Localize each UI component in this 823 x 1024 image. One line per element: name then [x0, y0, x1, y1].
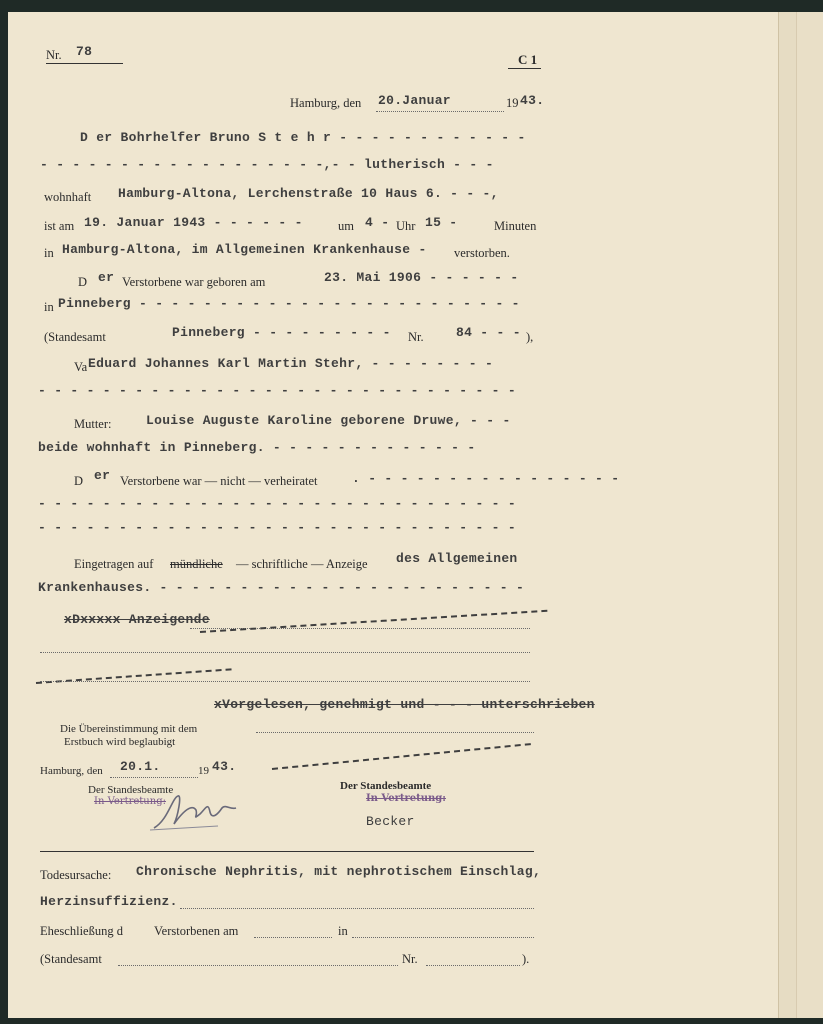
cert-date-dotline [110, 777, 198, 778]
vorgelesen-struck: xVorgelesen, genehmigt und - - - unterschrieben [214, 697, 595, 712]
birth-nr-label: Nr. [408, 330, 424, 344]
blank-dotline-1 [40, 652, 530, 653]
cause-value: Chronische Nephritis, mit nephrotischem Einschlag, [136, 864, 542, 879]
left-official-title: Der Standesbeamte [88, 784, 174, 796]
marital-label: Verstorbene war — nicht — verheiratet [120, 474, 318, 488]
um-label: um [338, 219, 354, 233]
registration-value-2: Krankenhauses. - - - - - - - - - - - - - - - - - - - - - - - [38, 580, 525, 595]
registration-struck: mündliche [170, 557, 223, 571]
birth-date: 23. Mai 1906 - - - - - - [324, 270, 519, 285]
right-official-title: Der Standesbeamte [340, 780, 432, 792]
birth-place: Pinneberg - - - - - - - - - - - - - - - - - - - - - - - - [58, 296, 520, 311]
in-value: Hamburg-Altona, im Allgemeinen Krankenhause - [62, 242, 427, 257]
birth-standesamt-label: (Standesamt [44, 330, 106, 344]
year-prefix: 19 [506, 96, 519, 110]
uhr-label: Uhr [396, 219, 416, 233]
um-value: 4 - [365, 215, 390, 230]
birth-d-label: D [78, 275, 88, 289]
code-underline [508, 68, 541, 69]
marital-d-value: er [94, 468, 111, 483]
birth-label: Verstorbene war geboren am [122, 275, 266, 289]
minuten-label: Minuten [494, 219, 537, 233]
cert-date: 20.1. [120, 759, 161, 774]
verstorben-label: verstorben. [454, 246, 510, 260]
next-page-edge [796, 12, 823, 1018]
marriage-standesamt-label: (Standesamt [40, 952, 102, 966]
marriage-label-a: Eheschließung d [40, 924, 123, 938]
cert-city: Hamburg, den [40, 765, 103, 777]
nr-underline [46, 63, 123, 64]
cert-year-suffix: 43. [212, 759, 237, 774]
anzeigende-struck: xDxxxxx Anzeigende [64, 612, 210, 627]
left-official-stamp: In Vertretung: [94, 796, 166, 807]
vater-value: Eduard Johannes Karl Martin Stehr, - - - - - - - - [88, 356, 494, 371]
marriage-label-b: Verstorbenen am [154, 924, 239, 938]
cert-year-prefix: 19 [198, 765, 209, 777]
nr-label: Nr. [46, 48, 62, 62]
nr-value: 78 [76, 44, 93, 59]
right-official-stamp: In Vertretung: [366, 793, 446, 804]
date-city: Hamburg, den [290, 96, 362, 110]
birth-close: ), [526, 330, 534, 344]
marriage-in-label: in [338, 924, 348, 938]
mutter-line-2: beide wohnhaft in Pinneberg. - - - - - - - - - - - - - [38, 440, 476, 455]
year-suffix: 43. [520, 93, 545, 108]
vater-label: Va [74, 360, 88, 374]
marriage-nr-dotline [426, 965, 520, 966]
wohnhaft-label: wohnhaft [44, 190, 92, 204]
birth-in-label: in [44, 300, 54, 314]
right-official-name: Becker [366, 814, 415, 829]
marriage-nr-label: Nr. [402, 952, 418, 966]
marital-dashes-2: - - - - - - - - - - - - - - - - - - - - - - - - - - - - - - [38, 496, 516, 511]
cert-line-1: Die Übereinstimmung mit dem [60, 723, 198, 735]
marriage-close: ). [522, 952, 530, 966]
registration-label-b: — schriftliche — Anzeige [236, 557, 368, 571]
uhr-value: 15 - [425, 215, 458, 230]
signature [148, 790, 244, 834]
in-label: in [44, 246, 54, 260]
wohnhaft-value: Hamburg-Altona, Lerchenstraße 10 Haus 6. - - -, [118, 186, 499, 201]
marriage-standesamt-dotline [118, 965, 398, 966]
person-line-1: D er Bohrhelfer Bruno S t e h r - - - - - - - - - - - - [80, 130, 526, 145]
ist-am-label: ist am [44, 219, 75, 233]
registration-label-a: Eingetragen auf [74, 557, 154, 571]
marriage-date-dotline [254, 937, 332, 938]
birth-standesamt-value: Pinneberg - - - - - - - - - [172, 325, 391, 340]
cert-line-2: Erstbuch wird beglaubigt [64, 736, 176, 748]
cert-dotline-1 [256, 732, 534, 733]
marital-dashes-1: . - - - - - - - - - - - - - - - - [352, 471, 620, 486]
mutter-value: Louise Auguste Karoline geborene Druwe, - - - [146, 413, 511, 428]
section-divider [40, 851, 534, 852]
person-line-2: - - - - - - - - - - - - - - - - - -,- - lutherisch - - - [40, 157, 494, 172]
marital-d-label: D [74, 474, 84, 488]
birth-nr-value: 84 - - - [456, 325, 521, 340]
form-code: C 1 [518, 52, 538, 67]
ist-am-value: 19. Januar 1943 - - - - - - [84, 215, 303, 230]
mutter-label: Mutter: [74, 417, 112, 431]
date-value: 20.Januar [378, 93, 451, 108]
vater-line-2: - - - - - - - - - - - - - - - - - - - - - - - - - - - - - - [38, 383, 516, 398]
cause-value-2: Herzinsuffizienz. [40, 894, 178, 909]
cause-label: Todesursache: [40, 868, 112, 882]
registration-value: des Allgemeinen [396, 551, 518, 566]
date-dotline [376, 111, 504, 112]
blank-dotline-2 [40, 681, 530, 682]
page-edge [778, 12, 797, 1018]
marital-dashes-3: - - - - - - - - - - - - - - - - - - - - - - - - - - - - - - [38, 520, 516, 535]
birth-d-value: er [98, 270, 115, 285]
cause-dotline [180, 908, 534, 909]
marriage-place-dotline [352, 937, 534, 938]
